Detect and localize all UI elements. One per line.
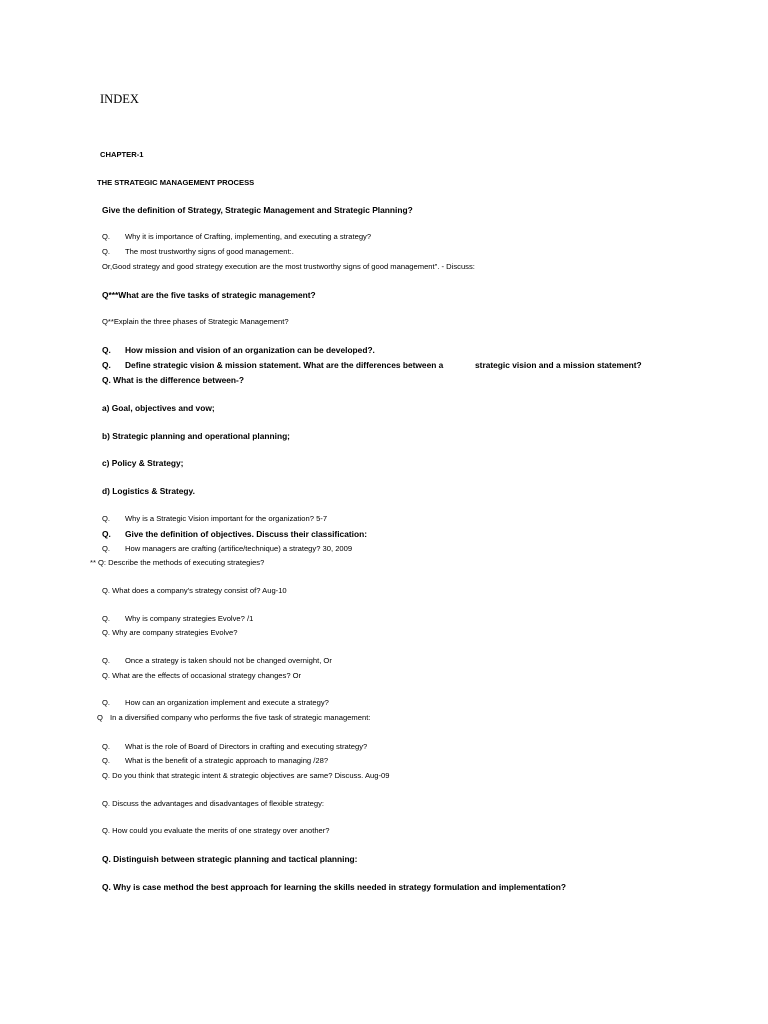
question-line: ** Q: Describe the methods of executing strategies? [90, 558, 265, 567]
question-line: Define strategic vision & mission statement. What are the differences between a [125, 360, 444, 370]
question-line: How mission and vision of an organization can be developed?. [125, 345, 375, 355]
question-prefix: Q. [102, 529, 111, 539]
question-line: How can an organization implement and execute a strategy? [125, 698, 329, 707]
question-line: Q. What is the difference between-? [102, 375, 244, 385]
question-line: What is the benefit of a strategic approach to managing /28? [125, 756, 329, 765]
question-prefix: Q. [102, 514, 111, 523]
question-prefix: Q. [102, 756, 111, 765]
question-prefix: Q. [102, 614, 111, 623]
question-line: Q. What are the effects of occasional strategy changes? Or [102, 671, 302, 680]
question-prefix: Q. [102, 360, 111, 370]
question-line: Once a strategy is taken should not be changed overnight, Or [125, 656, 332, 665]
question-line: Why is company strategies Evolve? /1 [125, 614, 254, 623]
sub-item: d) Logistics & Strategy. [102, 486, 195, 496]
question-line: Q***What are the five tasks of strategic management? [102, 290, 316, 300]
question-line: What is the role of Board of Directors in crafting and executing strategy? [125, 742, 368, 751]
question-prefix: Q. [102, 656, 111, 665]
question-line: Give the definition of Strategy, Strategic Management and Strategic Planning? [102, 205, 413, 215]
question-line: Why is a Strategic Vision important for the organization? 5-7 [125, 514, 328, 523]
sub-item: c) Policy & Strategy; [102, 458, 184, 468]
index-title: INDEX [100, 92, 139, 106]
question-line: In a diversified company who performs the five task of strategic management: [110, 713, 371, 722]
question-line: Q. What does a company's strategy consist of? Aug-10 [102, 586, 287, 595]
question-prefix: Q. [102, 232, 111, 241]
question-line: Q. Why are company strategies Evolve? [102, 628, 238, 637]
question-line: Give the definition of objectives. Discuss their classification: [125, 529, 368, 539]
question-line: How managers are crafting (artifice/technique) a strategy? 30, 2009 [125, 544, 353, 553]
sub-item: a) Goal, objectives and vow; [102, 403, 215, 413]
question-line: Q. Distinguish between strategic planning and tactical planning: [102, 854, 358, 864]
chapter-heading: THE STRATEGIC MANAGEMENT PROCESS [97, 178, 255, 187]
question-prefix: Q. [102, 698, 111, 707]
question-line: The most trustworthy signs of good management:. [125, 247, 294, 256]
question-line: Q. Why is case method the best approach for learning the skills needed in strategy formulation and implementation? [102, 882, 566, 892]
question-line: Or,Good strategy and good strategy execution are the most trustworthy signs of good management". - Discuss: [102, 262, 475, 271]
question-line: Q**Explain the three phases of Strategic Management? [102, 317, 289, 326]
sub-item: b) Strategic planning and operational planning; [102, 431, 290, 441]
question-line: Why it is importance of Crafting, implementing, and executing a strategy? [125, 232, 372, 241]
question-line: strategic vision and a mission statement? [475, 360, 642, 370]
question-prefix: Q. [102, 247, 111, 256]
question-prefix: Q. [102, 345, 111, 355]
question-prefix: Q. [102, 544, 111, 553]
question-line: Q. How could you evaluate the merits of one strategy over another? [102, 826, 330, 835]
question-line: Q. Do you think that strategic intent & strategic objectives are same? Discuss. Aug-09 [102, 771, 390, 780]
question-prefix: Q [97, 713, 103, 722]
question-line: Q. Discuss the advantages and disadvantages of flexible strategy: [102, 799, 325, 808]
question-prefix: Q. [102, 742, 111, 751]
chapter-label: CHAPTER-1 [100, 150, 144, 159]
